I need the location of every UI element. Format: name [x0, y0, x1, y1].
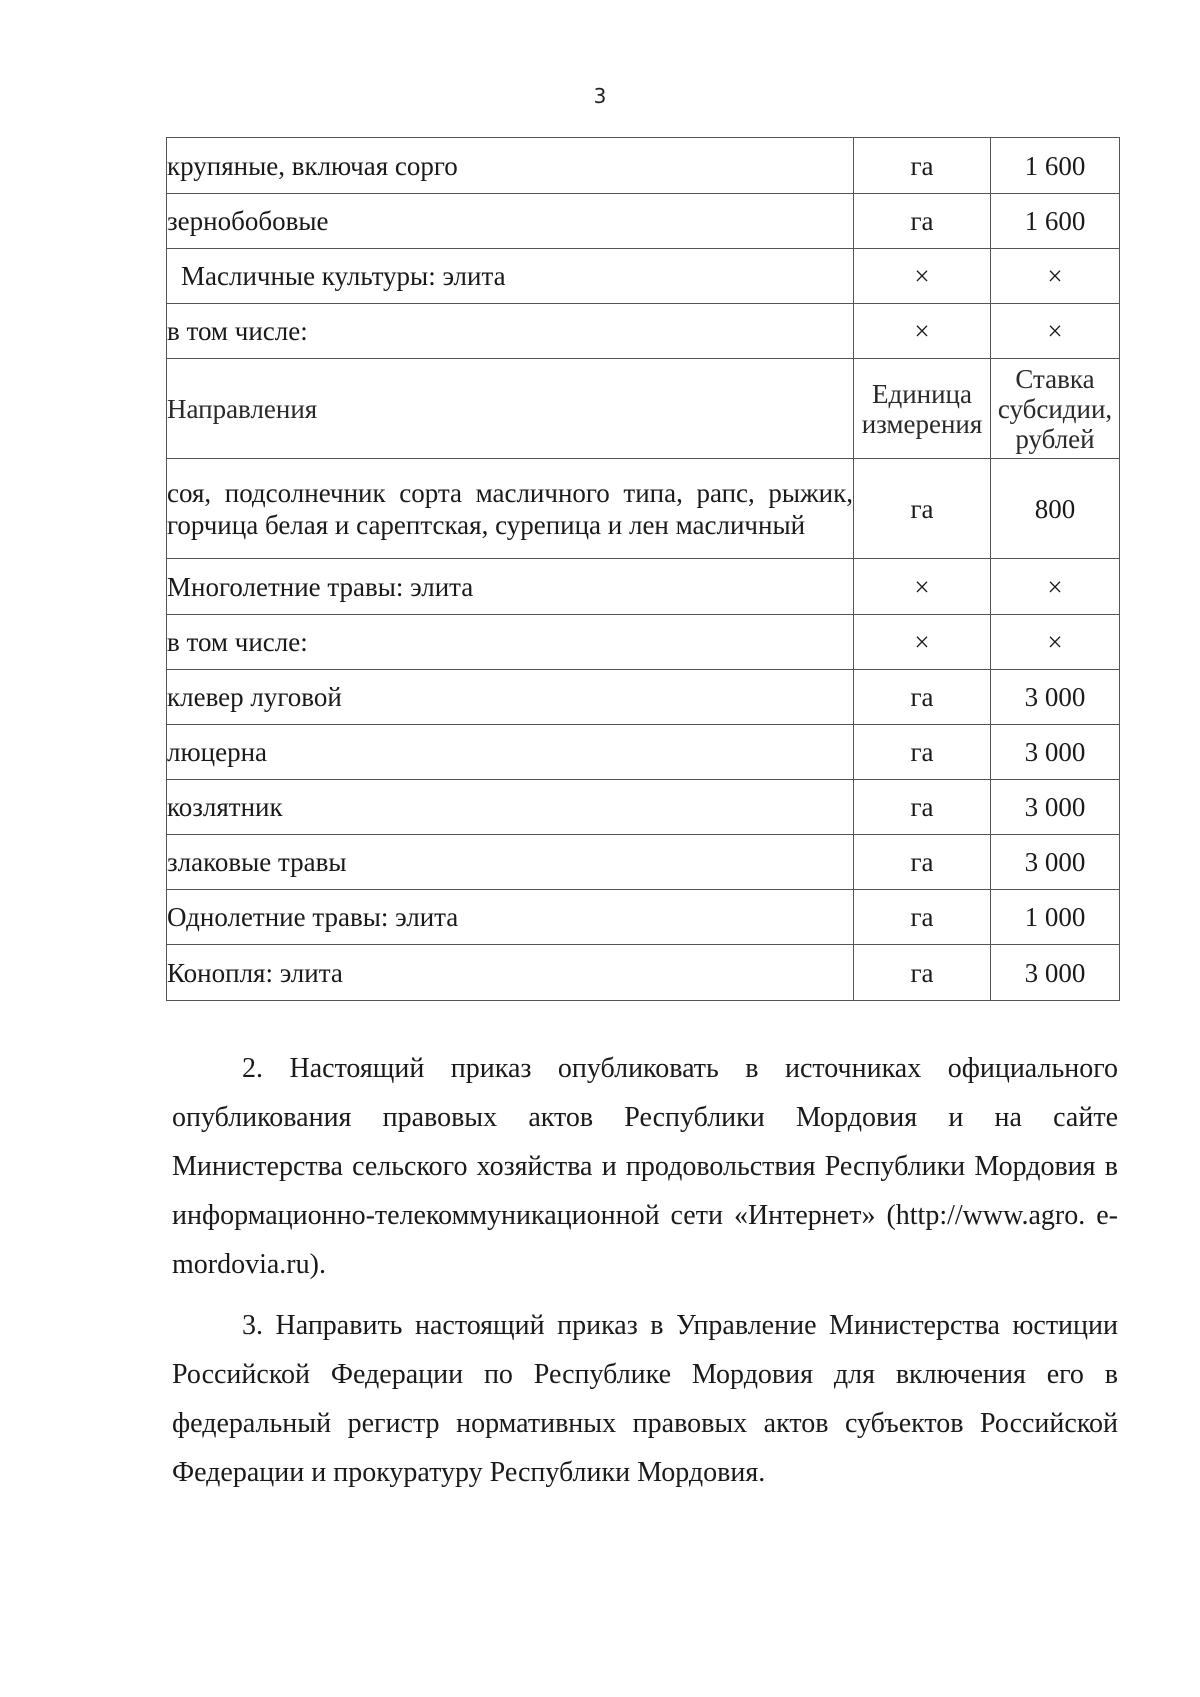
row-name: Масличные культуры: элита: [167, 249, 854, 304]
row-name: соя, подсолнечник сорта масличного типа, рапс, рыжик, горчица белая и сарептская, сурепица и лен масличный: [167, 459, 854, 559]
row-unit: га: [854, 138, 991, 194]
row-unit: га: [854, 670, 991, 725]
row-name: Конопля: элита: [167, 945, 854, 1001]
row-unit: га: [854, 194, 991, 249]
row-rate: 1 000: [991, 890, 1120, 945]
table-row: [167, 670, 1120, 725]
row-unit: га: [854, 890, 991, 945]
header-rate: Ставка субсидии, рублей: [991, 359, 1120, 459]
table-header-row: [167, 359, 1120, 459]
table-row: [167, 780, 1120, 835]
table-row: [167, 945, 1120, 1001]
row-name: люцерна: [167, 725, 854, 780]
page-number: 3: [593, 84, 607, 108]
paragraph-registration: 3. Направить настоящий приказ в Управление Министерства юстиции Российской Федерации по Республике Мордовия для включения его в федеральный регистр нормативных правовых актов субъектов Российской Федерации и прокуратуру Республики Мордовия.: [172, 1310, 1118, 1488]
row-name: Однолетние травы: элита: [167, 890, 854, 945]
table-row: [167, 725, 1120, 780]
row-name: клевер луговой: [167, 670, 854, 725]
row-rate: 3 000: [991, 835, 1120, 890]
row-rate: 3 000: [991, 780, 1120, 835]
row-unit: га: [854, 780, 991, 835]
row-name: Многолетние травы: элита: [167, 559, 854, 615]
row-unit: га: [854, 835, 991, 890]
row-name: крупяные, включая сорго: [167, 138, 854, 194]
row-unit: ×: [854, 304, 991, 359]
row-unit: ×: [854, 559, 991, 615]
table-row: [167, 835, 1120, 890]
table-row: [167, 459, 1120, 559]
header-unit: Единица измерения: [854, 359, 991, 459]
row-unit: ×: [854, 249, 991, 304]
row-name: зернобобовые: [167, 194, 854, 249]
row-rate: 3 000: [991, 725, 1120, 780]
row-rate: ×: [991, 249, 1120, 304]
table-row: [167, 304, 1120, 359]
row-rate: ×: [991, 559, 1120, 615]
table-row: [167, 194, 1120, 249]
row-unit: га: [854, 725, 991, 780]
row-name: в том числе:: [167, 304, 854, 359]
table-row: [167, 615, 1120, 670]
order-text: [172, 1044, 1118, 1509]
row-rate: ×: [991, 304, 1120, 359]
row-rate: 1 600: [991, 138, 1120, 194]
table-row: [167, 138, 1120, 194]
row-unit: га: [854, 945, 991, 1001]
table-row: [167, 249, 1120, 304]
row-unit: га: [854, 459, 991, 559]
table-row: [167, 890, 1120, 945]
header-directions: Направления: [167, 359, 854, 459]
row-rate: 3 000: [991, 670, 1120, 725]
row-name: козлятник: [167, 780, 854, 835]
subsidy-rates-table: [166, 137, 1120, 1001]
row-rate: 3 000: [991, 945, 1120, 1001]
row-rate: ×: [991, 615, 1120, 670]
row-name: злаковые травы: [167, 835, 854, 890]
table-row: [167, 559, 1120, 615]
row-rate: 800: [991, 459, 1120, 559]
row-name: в том числе:: [167, 615, 854, 670]
row-rate: 1 600: [991, 194, 1120, 249]
paragraph-publication: 2. Настоящий приказ опубликовать в источниках официального опубликования правовых актов Республики Мордовия и на сайте Министерства сельского хозяйства и продовольствия Республики Мордовия в информационно-телекоммуникационной сети «Интернет» (http://www.agro. e-mordovia.ru).: [172, 1053, 1118, 1280]
row-unit: ×: [854, 615, 991, 670]
